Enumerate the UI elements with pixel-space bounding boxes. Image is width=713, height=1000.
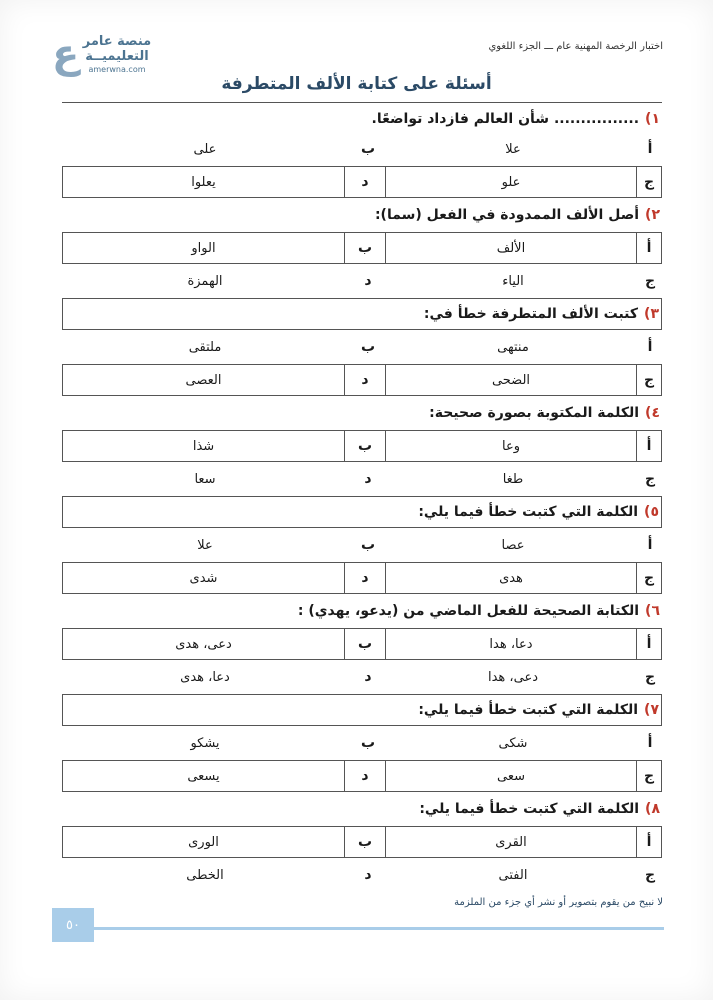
- question-stem: [62, 298, 662, 330]
- question-stem: [62, 398, 662, 428]
- answer-row: [62, 266, 662, 296]
- answer-option: علا: [197, 537, 213, 553]
- answer-option: يعلوا: [191, 174, 216, 190]
- option-letter: ب: [360, 735, 376, 751]
- answer-row: [62, 464, 662, 494]
- answer-option: شذا: [192, 438, 215, 454]
- option-letter: ج: [636, 761, 661, 791]
- question-text: أصل الألف الممدودة في الفعل (سما):: [374, 207, 640, 223]
- question-number: ١): [645, 111, 660, 127]
- question-text: الكتابة الصحيحة للفعل الماضي من (يدعو، يهدي) :: [297, 603, 640, 619]
- option-letter: ج: [636, 563, 661, 593]
- answer-option: دعى، هدا: [487, 669, 538, 685]
- option-letter: أ: [647, 141, 653, 157]
- question-number: ٢): [645, 207, 660, 223]
- answer-option: وعا: [502, 438, 520, 454]
- answer-option: العصى: [185, 372, 222, 388]
- option-letter: ب: [344, 233, 386, 263]
- answer-row: [62, 760, 662, 792]
- question-text: ................ شأن العالم فازداد تواضعًا.: [371, 111, 640, 127]
- answer-option: الفتى: [498, 867, 528, 883]
- answer-option: سعا: [194, 471, 216, 487]
- question-text: الكلمة التي كتبت خطأ فيما يلي:: [418, 702, 639, 718]
- question-stem: [62, 104, 662, 134]
- answer-option: شدى: [189, 570, 218, 586]
- answer-row: [62, 166, 662, 198]
- option-letter: د: [364, 471, 372, 487]
- answer-row: [62, 562, 662, 594]
- copyright-notice: لا نبيح من يقوم بتصوير أو نشر أي جزء من الملزمة: [454, 897, 663, 908]
- question-number: ٨): [645, 801, 660, 817]
- answer-row: [62, 430, 662, 462]
- questions-list: [62, 104, 662, 890]
- question-text: الكلمة التي كتبت خطأ فيما يلي:: [419, 801, 640, 817]
- answer-row: [62, 728, 662, 758]
- question-stem: [62, 694, 662, 726]
- answer-row: [62, 628, 662, 660]
- question-text: الكلمة التي كتبت خطأ فيما يلي:: [418, 504, 639, 520]
- answer-option: عصا: [501, 537, 525, 553]
- option-letter: ب: [360, 537, 376, 553]
- option-letter: أ: [636, 431, 661, 461]
- footer-divider: [94, 927, 664, 930]
- logo-url: amerwna.com: [88, 65, 146, 74]
- option-letter: أ: [636, 629, 661, 659]
- option-letter: أ: [636, 233, 661, 263]
- answer-option: الورى: [188, 834, 219, 850]
- question-stem: [62, 596, 662, 626]
- answer-row: [62, 826, 662, 858]
- answer-option: الياء: [502, 273, 524, 289]
- answer-option: شكى: [498, 735, 528, 751]
- option-letter: ج: [644, 471, 656, 487]
- option-letter: ب: [344, 827, 386, 857]
- question-text: الكلمة المكتوبة بصورة صحيحة:: [429, 405, 640, 421]
- answer-option: دعا، هدا: [489, 636, 533, 652]
- answer-option: علا: [505, 141, 521, 157]
- answer-option: دعا، هدى: [180, 669, 230, 685]
- option-letter: ب: [360, 141, 376, 157]
- page-number: ٥٠: [52, 908, 94, 942]
- answer-row: [62, 332, 662, 362]
- option-letter: أ: [647, 537, 653, 553]
- logo-name-line2: التعليميــة: [85, 49, 149, 64]
- option-letter: د: [344, 761, 386, 791]
- answer-option: الخطى: [186, 867, 224, 883]
- option-letter: أ: [647, 735, 653, 751]
- option-letter: ب: [360, 339, 376, 355]
- answer-option: منتهى: [497, 339, 529, 355]
- answer-option: دعى، هدى: [175, 636, 232, 652]
- title-divider: [62, 102, 662, 103]
- answer-option: يسعى: [187, 768, 220, 784]
- answer-option: الضحى: [491, 372, 531, 388]
- option-letter: ب: [344, 629, 386, 659]
- brand-logo: [52, 31, 157, 77]
- question-stem: [62, 200, 662, 230]
- logo-name-line1: منصة عامر: [82, 34, 152, 49]
- answer-option: الألف: [496, 240, 526, 256]
- option-letter: د: [344, 167, 386, 197]
- answer-option: على: [193, 141, 217, 157]
- option-letter: د: [364, 867, 372, 883]
- logo-glyph-icon: ع: [52, 31, 80, 77]
- question-number: ٧): [644, 702, 659, 718]
- answer-row: [62, 530, 662, 560]
- question-stem: [62, 496, 662, 528]
- question-number: ٦): [645, 603, 660, 619]
- question-number: ٤): [645, 405, 660, 421]
- answer-row: [62, 662, 662, 692]
- page-title: أسئلة على كتابة الألف المتطرفة: [221, 74, 492, 94]
- answer-row: [62, 232, 662, 264]
- option-letter: د: [344, 365, 386, 395]
- answer-option: علو: [501, 174, 521, 190]
- option-letter: ج: [644, 669, 656, 685]
- option-letter: ج: [644, 273, 656, 289]
- option-letter: ج: [636, 365, 661, 395]
- answer-option: ملتقى: [188, 339, 222, 355]
- option-letter: ج: [644, 867, 656, 883]
- option-letter: د: [364, 669, 372, 685]
- answer-option: القرى: [495, 834, 527, 850]
- answer-row: [62, 364, 662, 396]
- answer-option: طغا: [502, 471, 524, 487]
- option-letter: ج: [636, 167, 661, 197]
- question-number: ٣): [644, 306, 659, 322]
- answer-row: [62, 134, 662, 164]
- answer-option: يشكو: [190, 735, 220, 751]
- option-letter: ب: [344, 431, 386, 461]
- answer-option: هدى: [499, 570, 523, 586]
- answer-option: الهمزة: [187, 273, 223, 289]
- exam-header-title: اختبار الرخصة المهنية عام ـــ الجزء اللغوي: [488, 41, 663, 52]
- question-stem: [62, 794, 662, 824]
- answer-option: الواو: [191, 240, 216, 256]
- question-text: كتبت الألف المتطرفة خطأ في:: [423, 306, 639, 322]
- answer-option: سعى: [497, 768, 525, 784]
- question-number: ٥): [644, 504, 659, 520]
- option-letter: د: [344, 563, 386, 593]
- answer-row: [62, 860, 662, 890]
- option-letter: أ: [647, 339, 653, 355]
- option-letter: د: [364, 273, 372, 289]
- option-letter: أ: [636, 827, 661, 857]
